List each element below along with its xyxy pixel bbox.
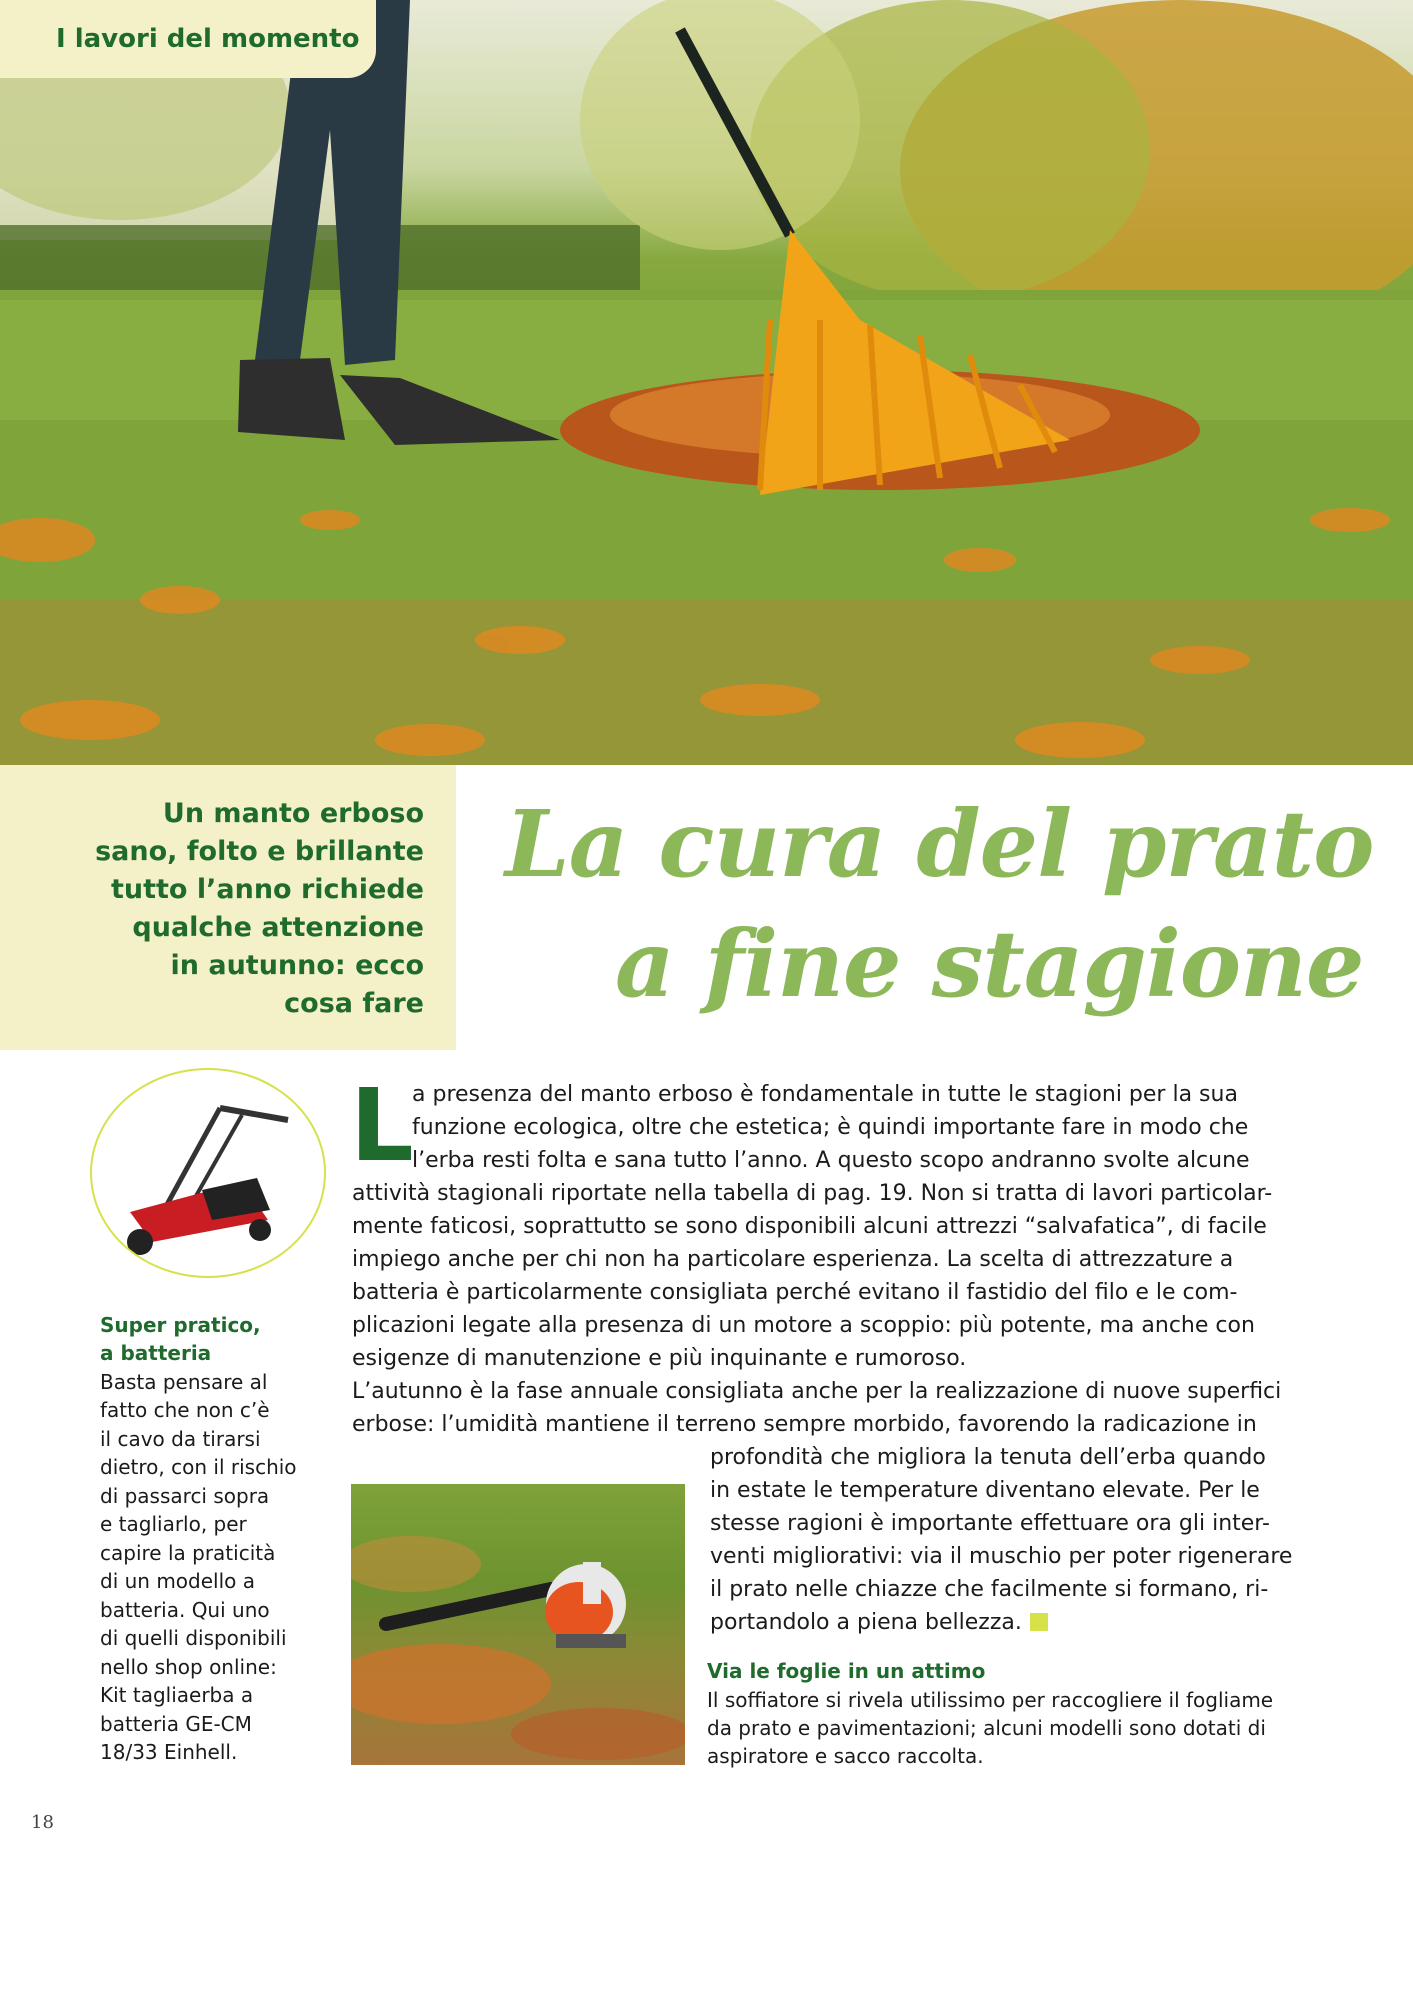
intro-line: in autunno: ecco [170, 950, 424, 981]
sidebar-text-line: il cavo da tirarsi [100, 1427, 261, 1451]
sidebar-text-line: di un modello a [100, 1569, 255, 1593]
article-line: funzione ecologica, oltre che estetica; è quindi importante fare in modo che [412, 1115, 1249, 1140]
page-number: 18 [31, 1812, 54, 1833]
section-tab [0, 0, 376, 78]
article-line: L’autunno è la fase annuale consigliata anche per la realizzazione di nuove superfici [352, 1379, 1282, 1404]
intro-line: cosa fare [284, 988, 424, 1019]
sidebar-text-line: di quelli disponibili [100, 1626, 287, 1650]
article-line: attività stagionali riportate nella tabella di pag. 19. Non si tratta di lavori particolar- [352, 1181, 1273, 1206]
sidebar-text-line: 18/33 Einhell. [100, 1740, 238, 1764]
lawn-mower-image [90, 1068, 326, 1278]
sidebar-text-line: fatto che non c’è [100, 1398, 270, 1422]
article-line: portandolo a piena bellezza. [710, 1610, 1022, 1635]
caption-line: aspiratore e sacco raccolta. [707, 1744, 984, 1768]
hero-photo [0, 0, 1413, 765]
article-line: erbose: l’umidità mantiene il terreno sempre morbido, favorendo la radicazione in [352, 1412, 1257, 1437]
page-title-line-2: a fine stagione [615, 910, 1364, 1018]
sidebar-text-line: capire la praticità [100, 1541, 276, 1565]
sidebar-text-line: di passarci sopra [100, 1484, 270, 1508]
article-line: stesse ragioni è importante effettuare ora gli inter- [710, 1511, 1270, 1536]
article-line: a presenza del manto erboso è fondamentale in tutte le stagioni per la sua [412, 1082, 1238, 1107]
sidebar-text-line: nello shop online: [100, 1655, 277, 1679]
intro-line: sano, folto e brillante [95, 836, 424, 867]
article-line: l’erba resti folta e sana tutto l’anno. A questo scopo andranno svolte alcune [412, 1148, 1250, 1173]
sidebar-text-line: Basta pensare al [100, 1370, 268, 1394]
article-line: esigenze di manutenzione e più inquinante e rumoroso. [352, 1346, 967, 1371]
article-line: batteria è particolarmente consigliata perché evitano il fastidio del filo e le com- [352, 1280, 1238, 1305]
article-line: profondità che migliora la tenuta dell’erba quando [710, 1445, 1266, 1470]
sidebar-text-line: batteria. Qui uno [100, 1598, 270, 1622]
lawn-mower-icon [92, 1070, 324, 1276]
page-title-line-1: La cura del prato [505, 790, 1374, 898]
section-label: I lavori del momento [56, 24, 360, 54]
sidebar-text-line: Kit tagliaerba a [100, 1683, 254, 1707]
sidebar-text-line: batteria GE-CM [100, 1712, 252, 1736]
intro-line: tutto l’anno richiede [110, 874, 424, 905]
drop-cap-letter: L [350, 1067, 414, 1184]
sidebar-text-line: e tagliarlo, per [100, 1512, 247, 1536]
drop-cap [350, 1067, 414, 1184]
caption-title: Via le foglie in un attimo [707, 1659, 986, 1683]
raking-leaves-illustration [0, 0, 1413, 765]
article-line: in estate le temperature diventano elevate. Per le [710, 1478, 1260, 1503]
article-line: venti migliorativi: via il muschio per poter rigenerare [710, 1544, 1293, 1569]
article-last-line [710, 1610, 1048, 1635]
intro-line: qualche attenzione [132, 912, 424, 943]
sidebar-text-line: dietro, con il rischio [100, 1455, 297, 1479]
sidebar-title: Super pratico, [100, 1313, 261, 1337]
end-mark-icon [1030, 1613, 1048, 1631]
article-line: mente faticosi, soprattutto se sono disponibili alcuni attrezzi “salvafatica”, di facile [352, 1214, 1267, 1239]
article-line: il prato nelle chiazze che facilmente si formano, ri- [710, 1577, 1269, 1602]
leaf-blower-image [351, 1484, 685, 1765]
article-line: impiego anche per chi non ha particolare esperienza. La scelta di attrezzature a [352, 1247, 1234, 1272]
article-line: plicazioni legate alla presenza di un motore a scoppio: più potente, ma anche con [352, 1313, 1255, 1338]
intro-box [0, 765, 456, 1050]
caption-line: Il soffiatore si rivela utilissimo per raccogliere il fogliame [707, 1688, 1274, 1712]
sidebar-title: a batteria [100, 1341, 212, 1365]
leaf-blower-icon [351, 1484, 685, 1765]
caption-line: da prato e pavimentazioni; alcuni modelli sono dotati di [707, 1716, 1266, 1740]
intro-line: Un manto erboso [162, 798, 424, 829]
